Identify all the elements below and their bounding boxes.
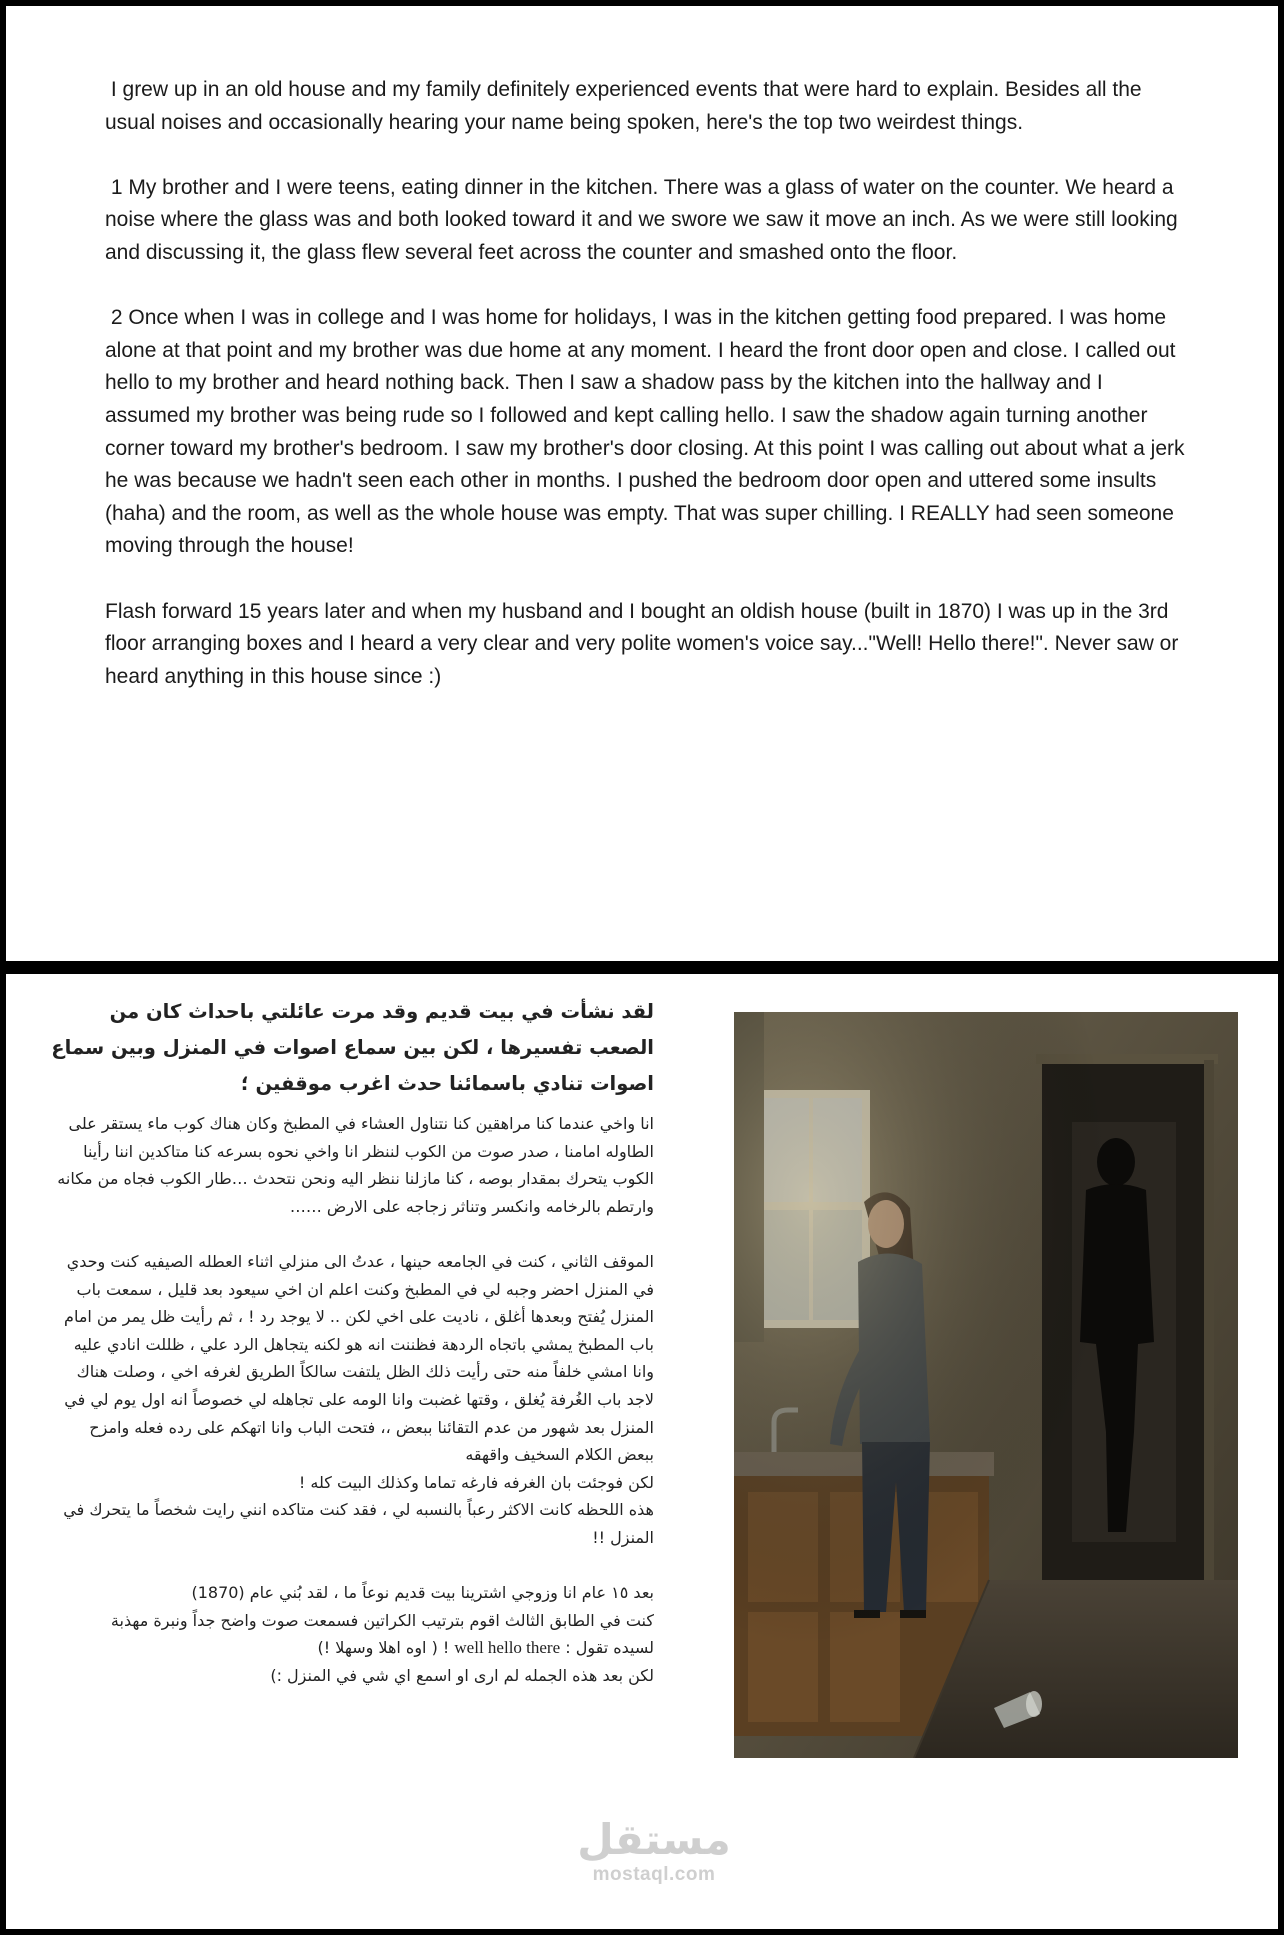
arabic-story-panel xyxy=(6,974,1278,1929)
english-story-text xyxy=(105,74,1191,726)
arabic-story-1-paragraph: انا واخي عندما كنا مراهقين كنا نتناول العشاء في المطبخ وكان هناك كوب ماء يستقر على الطاوله امامنا ، صدر صوت من الكوب لننظر انا واخي نحوه بسرعه كنا متاكدين اننا رأينا الكوب يتحرك بمقدار بوصه ، كنا مازلنا ننظر اليه ونحن نتحدث …طار الكوب فجاه من مكانه وارتطم بالرخامه وانكسر وتناثر زجاجه على الارض …… xyxy=(52,1114,654,1216)
english-story-1-paragraph: 1 My brother and I were teens, eating dinner in the kitchen. There was a glass of water on the counter. We heard a noise where the glass was and both looked toward it and we swore we saw it move an inch. As we were still looking and discussing it, the glass flew several feet across the counter and smashed onto the floor. xyxy=(105,175,1184,264)
arabic-epilogue-line-2: كنت في الطابق الثالث اقوم بترتيب الكراتين فسمعت صوت واضح جداً ونبرة مهذبة xyxy=(110,1610,654,1630)
arabic-epilogue-line-4: لكن بعد هذه الجمله لم ارى او اسمع اي شي في المنزل :) xyxy=(270,1665,654,1685)
english-intro-paragraph: I grew up in an old house and my family definitely experienced events that were hard to explain. Besides all the usual noises and occasionally hearing your name being spoken, here's the top two weirdest things. xyxy=(105,78,1148,134)
mostaql-watermark xyxy=(564,1816,744,1886)
arabic-epilogue-quote-intro: لسيده تقول : xyxy=(560,1638,654,1658)
arabic-epilogue-quote-translation: ! ( اوه اهلا وسهلا !) xyxy=(317,1638,455,1658)
watermark-arabic-logo: مستقل xyxy=(577,1815,731,1864)
kitchen-scene-image xyxy=(734,1012,1238,1758)
arabic-story-2-paragraph: الموقف الثاني ، كنت في الجامعه حينها ، عدتُ الى منزلي اثناء العطله الصيفيه كنت وحدي في المنزل احضر وجبه لي في المطبخ وكنت اعلم ان اخي سيعود بعد قليل ، سمعت باب المنزل يُفتح وبعدها أغلق ، ناديت على اخي لكن .. لا يوجد رد ! ، ثم رأيت ظل يمر من امام باب المطبخ يمشي باتجاه الردهة فظننت انه هو لكنه يتجاهل الرد علي ، ظللت انادي عليه وانا امشي خلفاً منه حتى رأيت ذلك الظل يلتفت سالكاً الطريق لغرفه اخي ، وصلت هناك لاجد باب الغُرفة يُغلق ، وقتها غضبت وانا الومه على تجاهله لي خصوصاً انه اول يوم لي في المنزل بعد شهور من عدم التقائنا ببعض ،، فتحت الباب وانا اتهكم على رده فعله وامزح ببعض الكلام السخيف واقهقه لكن فوجئت بان الغرفه فارغه تماما وكذلك البيت كله ! هذه اللحظه كانت الاكثر رعباً بالنسبه لي ، فقد كنت متاكده انني رايت شخصاً ما يتحرك في المنزل !! xyxy=(63,1251,654,1547)
watermark-domain: mostaql.com xyxy=(592,1864,716,1885)
english-story-panel xyxy=(6,6,1278,961)
arabic-body xyxy=(48,1110,654,1689)
arabic-story-text xyxy=(48,994,654,1689)
kitchen-shadow-illustration xyxy=(734,1012,1238,1758)
english-story-2-paragraph: 2 Once when I was in college and I was home for holidays, I was in the kitchen getting food prepared. I was home alone at that point and my brother was due home at any moment. I heard the front door open and close. I called out hello to my brother and heard nothing back. Then I saw a shadow pass by the kitchen into the hallway and I assumed my brother was being rude so I followed and kept calling hello. I saw the shadow again turning another corner toward my brother's bedroom. I saw my brother's door closing. At this point I was calling out about what a jerk he was because we hadn't seen each other in months. I pushed the bedroom door open and uttered some insults (haha) and the room, as well as the whole house was empty. That was super chilling. I REALLY had seen someone moving through the house! xyxy=(105,306,1191,558)
arabic-epilogue-line-3 xyxy=(48,1634,654,1662)
english-quote-phrase: well hello there xyxy=(454,1638,561,1658)
english-epilogue-paragraph: Flash forward 15 years later and when my husband and I bought an oldish house (built in 1870) I was up in the 3rd floor arranging boxes and I heard a very clear and very polite women's voice say..."Well! Hello there!". Never saw or heard anything in this house since :) xyxy=(105,599,1185,688)
arabic-heading: لقد نشأت في بيت قديم وقد مرت عائلتي باحداث كان من الصعب تفسيرها ، لكن بين سماع اصوات في المنزل وبين سماع اصوات تنادي باسمائنا حدث اغرب موقفين ؛ xyxy=(51,1000,654,1095)
arabic-epilogue xyxy=(48,1579,654,1689)
arabic-epilogue-line-1: بعد ١٥ عام انا وزوجي اشترينا بيت قديم نوعاً ما ، لقد بُني عام (1870) xyxy=(191,1583,654,1603)
